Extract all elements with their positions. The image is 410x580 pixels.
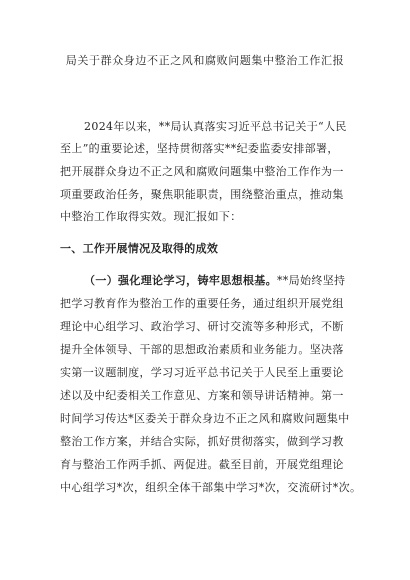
body-line-1: 把学习教育作为整治工作的重要任务，通过组织开展党组 — [60, 297, 344, 310]
body-line-6: 时间学习传达*区委关于群众身边不正之风和腐败问题集中 — [60, 412, 350, 425]
intro-line-5: 中整治工作取得实效。现汇报如下： — [60, 210, 242, 223]
body-line-9: 中心组学习*次，组织全体干部集中学习*次，交流研讨*次。 — [60, 481, 362, 494]
intro-line-2: 至上”的重要论述，坚持贯彻落实**纪委监委安排部署， — [60, 142, 339, 155]
subsection-heading: （一）强化理论学习，铸牢思想根基。 — [84, 274, 277, 287]
subsection-lead-line — [84, 275, 345, 286]
body-line-5: 述以及中纪委相关工作意见、方案和领导讲话精神。第一 — [60, 389, 344, 402]
body-line-4: 实第一议题制度，学习习近平总书记关于人民至上重要论 — [60, 366, 344, 379]
body-line-2: 理论中心组学习、政治学习、研讨交流等多种形式，不断 — [60, 320, 344, 333]
body-line-7: 整治工作方案，并结合实际，抓好贯彻落实，做到学习教 — [60, 435, 344, 448]
body-line-3: 提升全体领导、干部的思想政治素质和业务能力。坚决落 — [60, 343, 344, 356]
intro-line-3: 把开展群众身边不正之风和腐败问题集中整治工作作为一 — [60, 165, 344, 178]
section-heading: 一、工作开展情况及取得的成效 — [60, 242, 219, 255]
intro-line-1: 2024年以来，**局认真落实习近平总书记关于“人民 — [84, 120, 347, 133]
body-line-8: 育与整治工作两手抓、两促进。截至目前，开展党组理论 — [60, 458, 344, 471]
intro-line-4: 项重要政治任务，聚焦职能职责，围绕整治重点，推动集 — [60, 188, 344, 201]
document-title: 局关于群众身边不正之风和腐败问题集中整治工作汇报 — [65, 54, 345, 67]
subsection-lead-text: **局始终坚持 — [276, 274, 346, 287]
